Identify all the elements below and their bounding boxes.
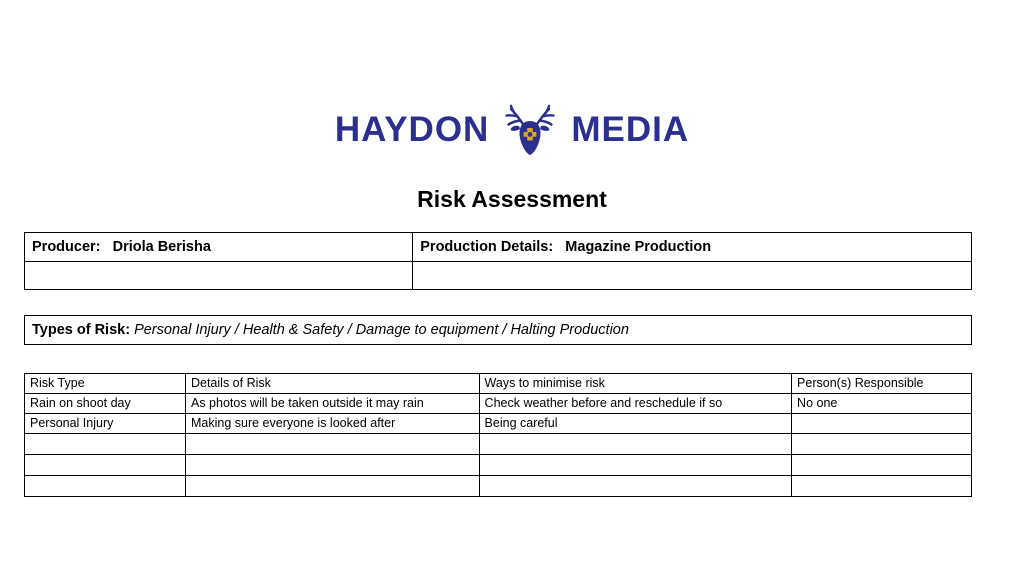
producer-label: Producer: bbox=[32, 238, 101, 255]
producer-value: Driola Berisha bbox=[112, 238, 211, 255]
producer-extra-cell bbox=[25, 262, 413, 290]
types-of-risk-cell bbox=[25, 316, 972, 345]
table-row bbox=[25, 233, 972, 262]
cell-minimise: Check weather before and reschedule if so bbox=[479, 394, 792, 414]
table-row bbox=[25, 316, 972, 345]
production-details-label: Production Details: bbox=[420, 238, 554, 255]
cell-minimise bbox=[479, 434, 792, 455]
table-row bbox=[25, 414, 972, 434]
cell-details bbox=[185, 476, 479, 497]
table-row bbox=[25, 455, 972, 476]
column-header-risk-type: Risk Type bbox=[25, 374, 186, 394]
masthead bbox=[0, 104, 1024, 156]
cell-details bbox=[185, 455, 479, 476]
cell-risk-type bbox=[25, 455, 186, 476]
cell-risk-type: Personal Injury bbox=[25, 414, 186, 434]
cell-responsible bbox=[792, 455, 972, 476]
cell-details: Making sure everyone is looked after bbox=[185, 414, 479, 434]
types-of-risk-table bbox=[24, 315, 972, 345]
brand-logo bbox=[335, 104, 689, 156]
table-row bbox=[25, 394, 972, 414]
cell-details bbox=[185, 434, 479, 455]
brand-word-right: MEDIA bbox=[571, 110, 690, 149]
producer-info-table bbox=[24, 232, 972, 290]
cell-responsible bbox=[792, 414, 972, 434]
cell-minimise bbox=[479, 476, 792, 497]
cell-risk-type: Rain on shoot day bbox=[25, 394, 186, 414]
table-row bbox=[25, 434, 972, 455]
production-details-value: Magazine Production bbox=[565, 238, 712, 255]
producer-cell bbox=[25, 233, 413, 262]
cell-risk-type bbox=[25, 434, 186, 455]
cell-details: As photos will be taken outside it may rain bbox=[185, 394, 479, 414]
table-row bbox=[25, 476, 972, 497]
stag-head-logo-icon bbox=[499, 104, 561, 156]
cell-minimise: Being careful bbox=[479, 414, 792, 434]
table-header-row bbox=[25, 374, 972, 394]
cell-responsible bbox=[792, 476, 972, 497]
types-of-risk-value: Personal Injury / Health & Safety / Damage to equipment / Halting Production bbox=[134, 321, 629, 338]
cell-minimise bbox=[479, 455, 792, 476]
table-row bbox=[25, 262, 972, 290]
column-header-details: Details of Risk bbox=[185, 374, 479, 394]
types-of-risk-label: Types of Risk: bbox=[32, 321, 131, 338]
production-extra-cell bbox=[413, 262, 972, 290]
brand-word-left: HAYDON bbox=[334, 110, 490, 149]
risk-assessment-table bbox=[24, 373, 972, 497]
page-title: Risk Assessment bbox=[417, 186, 607, 212]
column-header-responsible: Person(s) Responsible bbox=[792, 374, 972, 394]
column-header-minimise: Ways to minimise risk bbox=[479, 374, 792, 394]
cell-risk-type bbox=[25, 476, 186, 497]
cell-responsible bbox=[792, 434, 972, 455]
cell-responsible: No one bbox=[792, 394, 972, 414]
production-details-cell bbox=[413, 233, 972, 262]
